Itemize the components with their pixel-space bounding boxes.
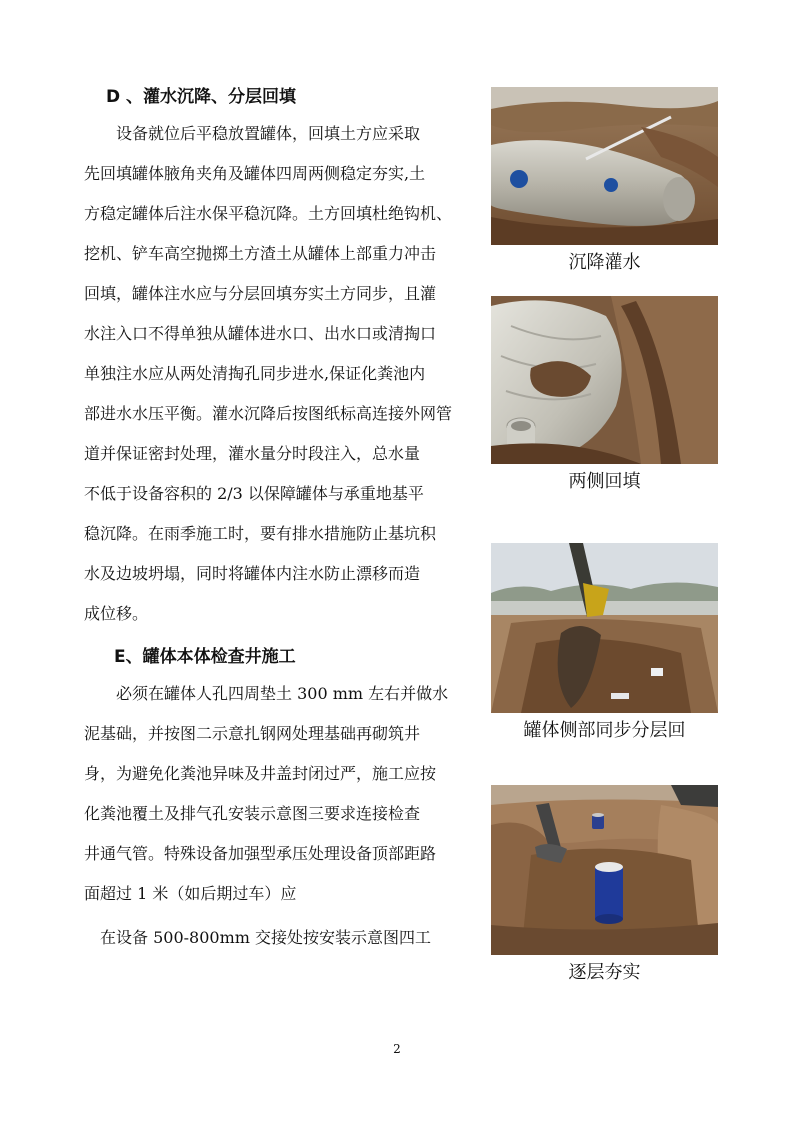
text-line: 部进水水压平衡。灌水沉降后按图纸标高连接外网管 <box>84 404 453 423</box>
section-e-paragraph <box>84 674 482 958</box>
text-line: 稳沉降。在雨季施工时，要有排水措施防止基坑积 <box>84 524 437 543</box>
text-line: 设备就位后平稳放置罐体，回填土方应采取 <box>116 124 421 143</box>
section-d-heading: D 、灌水沉降、分层回填 <box>106 87 297 107</box>
text-line: 水及边坡坍塌，同时将罐体内注水防止漂移而造 <box>84 564 421 583</box>
text-line: 挖机、铲车高空抛掷土方渣土从罐体上部重力冲击 <box>84 244 437 263</box>
photo-caption: 沉降灌水 <box>568 252 641 273</box>
text-line: 化粪池覆土及排气孔安装示意图三要求连接检查 <box>84 804 421 823</box>
text-line: 方稳定罐体后注水保平稳沉降。土方回填杜绝钩机、 <box>84 204 453 223</box>
text-line: 成位移。 <box>84 604 149 623</box>
excavator-backfill-photo <box>491 543 718 713</box>
photo-side-backfill <box>491 296 718 500</box>
section-e-heading: E、罐体本体检查井施工 <box>114 647 296 667</box>
photo-layer-compaction <box>491 785 718 991</box>
photo-caption: 罐体侧部同步分层回 <box>523 720 686 741</box>
photo-settlement-watering <box>491 87 718 281</box>
photo-caption: 逐层夯实 <box>568 962 641 983</box>
photo-caption: 两侧回填 <box>568 471 641 492</box>
text-line: 在设备 500-800mm 交接处按安装示意图四工 <box>100 928 432 947</box>
photo-layered-backfill <box>491 543 718 749</box>
body-text-column <box>84 80 482 958</box>
text-line: 先回填罐体腋角夹角及罐体四周两侧稳定夯实,土 <box>84 164 426 183</box>
side-backfill-photo <box>491 296 718 464</box>
text-line: 必须在罐体人孔四周垫土 300 mm 左右并做水 <box>116 684 449 703</box>
text-line: 道并保证密封处理，灌水量分时段注入，总水量 <box>84 444 421 463</box>
text-line: 水注入口不得单独从罐体进水口、出水口或清掏口 <box>84 324 437 343</box>
text-line: 井通气管。特殊设备加强型承压处理设备顶部距路 <box>84 844 437 863</box>
text-line: 单独注水应从两处清掏孔同步进水,保证化粪池内 <box>84 364 426 383</box>
text-line: 身，为避免化粪池异味及井盖封闭过严，施工应按 <box>84 764 437 783</box>
text-line: 回填，罐体注水应与分层回填夯实土方同步，且灌 <box>84 284 437 303</box>
section-d-paragraph <box>84 114 482 634</box>
compaction-photo <box>491 785 718 955</box>
page-number: 2 <box>393 1042 401 1056</box>
text-line: 面超过 1 米（如后期过车）应 <box>84 884 297 903</box>
tank-watering-photo <box>491 87 718 245</box>
text-line: 泥基础，并按图二示意扎钢网处理基础再砌筑井 <box>84 724 421 743</box>
text-line: 不低于设备容积的 2/3 以保障罐体与承重地基平 <box>84 484 424 503</box>
